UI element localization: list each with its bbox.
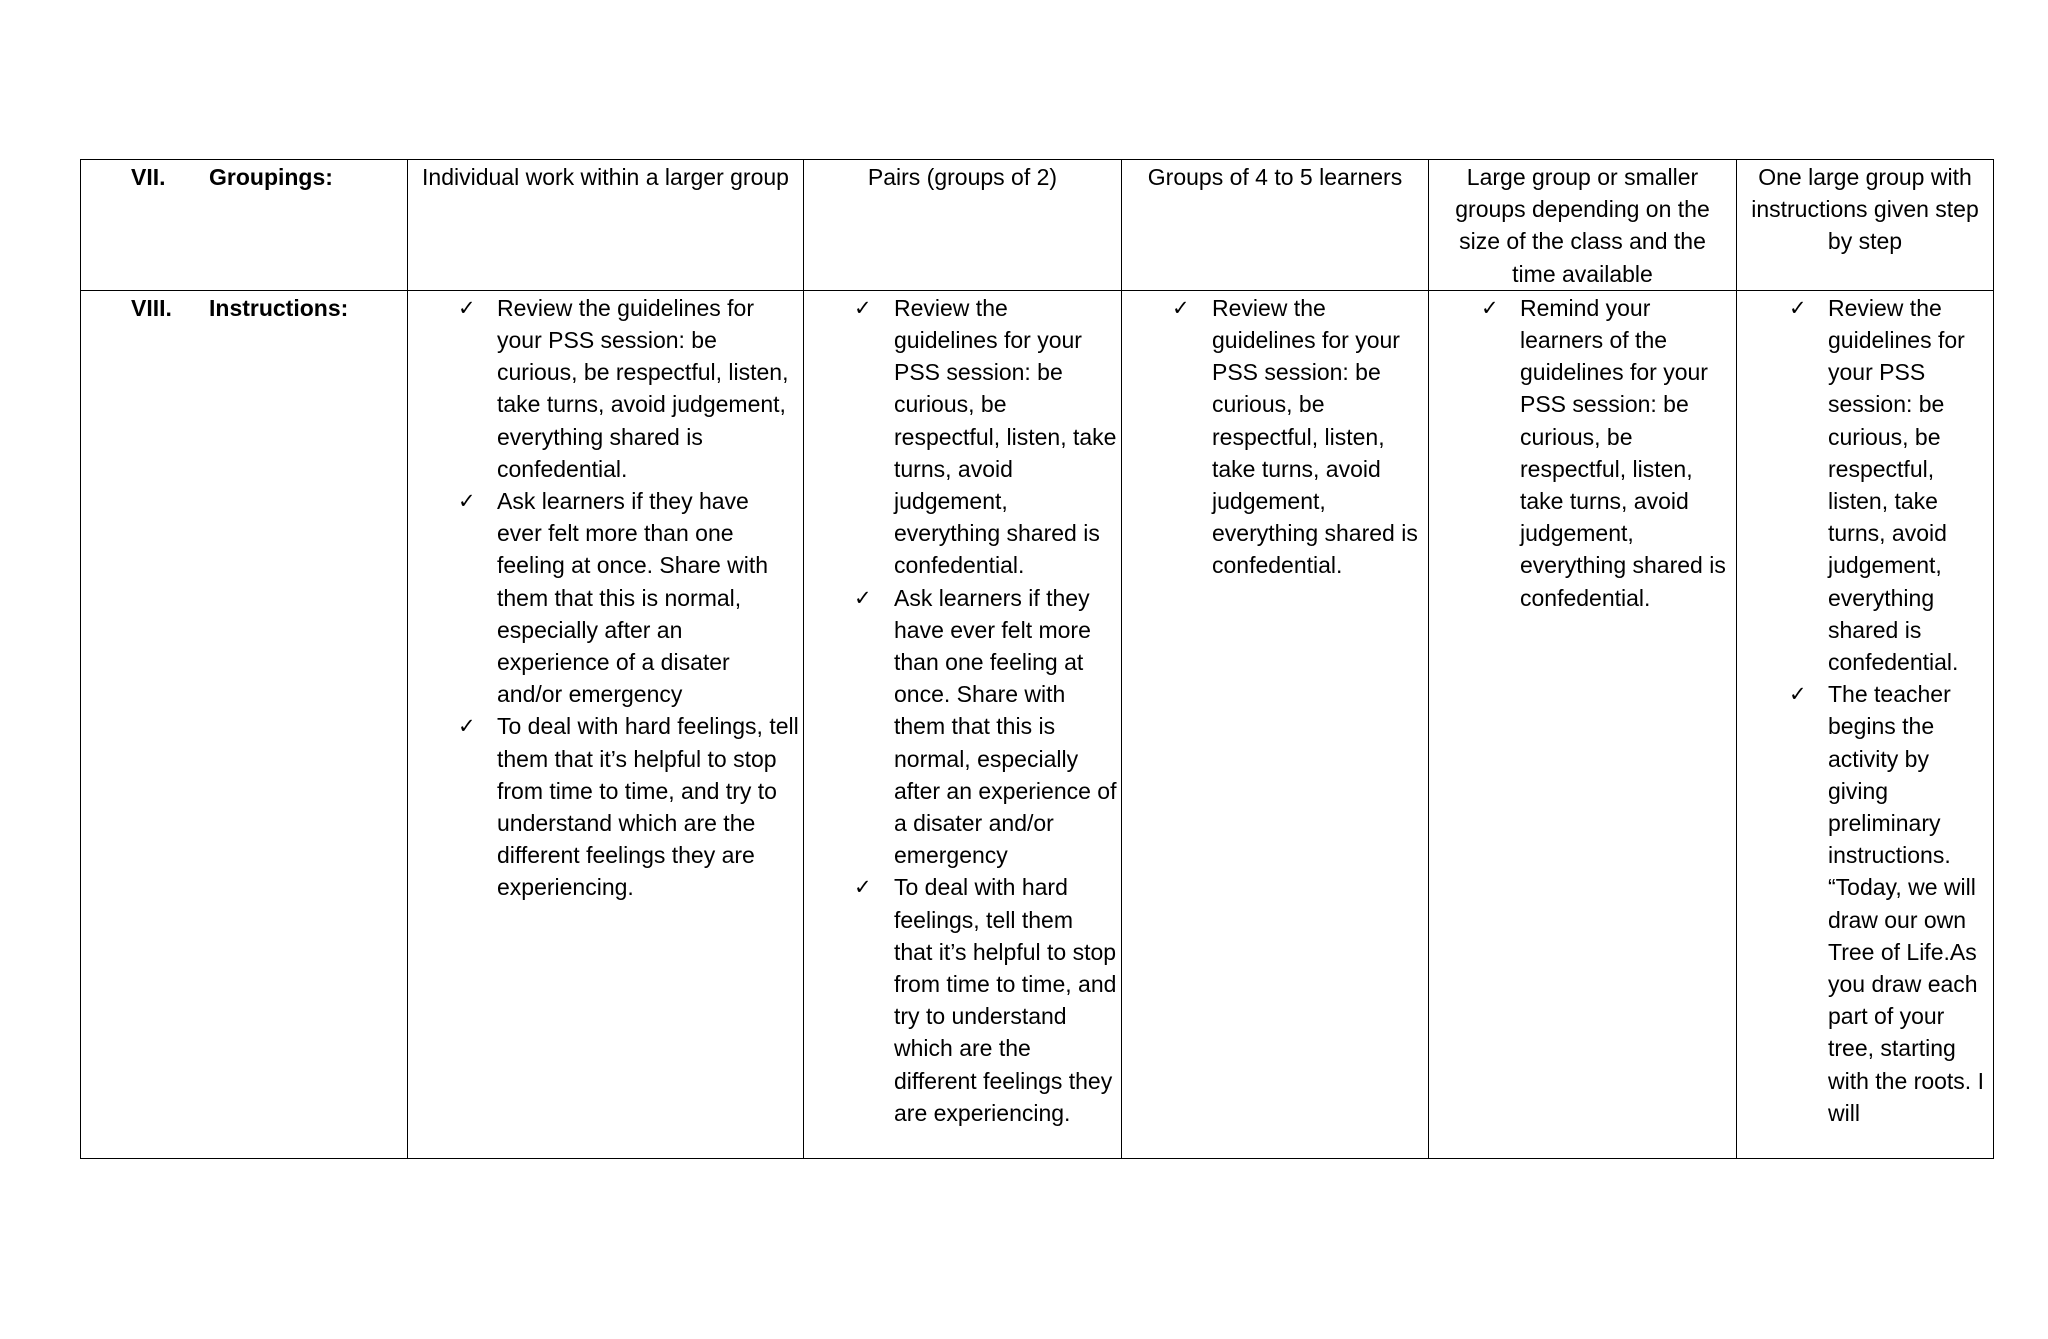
instruction-list <box>1737 292 1989 1129</box>
list-item <box>408 710 799 903</box>
checkmark-icon: ✓ <box>854 585 872 610</box>
list-item <box>804 582 1117 872</box>
instructions-cell <box>1737 290 1994 1158</box>
instruction-list <box>408 292 799 904</box>
instruction-text: Review the guidelines for your PSS session: be curious, be respectful, listen, take turns, avoid judgement, everything shared is confedential. <box>1828 294 1965 676</box>
table-row-groupings <box>81 160 1994 291</box>
checkmark-icon: ✓ <box>458 714 476 739</box>
instruction-text: Review the guidelines for your PSS session: be curious, be respectful, listen, take turns, avoid judgement, everything shared is confedential. <box>894 294 1117 579</box>
list-item <box>1122 292 1424 582</box>
checkmark-icon: ✓ <box>458 489 476 514</box>
section-label: Instructions: <box>209 294 349 321</box>
instruction-text: The teacher begins the activity by giving preliminary instructions. “Today, we will draw our own Tree of Life.As you draw each part of your tree, starting with the roots. I will <box>1828 681 1984 1126</box>
instruction-text: Ask learners if they have ever felt more than one feeling at once. Share with them that this is normal, especially after an experience of a disater and/or emergency <box>497 488 769 708</box>
section-number: VII. <box>131 164 166 190</box>
checkmark-icon: ✓ <box>1789 682 1807 707</box>
list-item <box>804 292 1117 582</box>
lesson-plan-table <box>80 159 1994 1159</box>
checkmark-icon: ✓ <box>1481 295 1499 320</box>
section-number: VIII. <box>131 294 172 321</box>
checkmark-icon: ✓ <box>854 295 872 320</box>
instructions-cell <box>1122 290 1429 1158</box>
list-item <box>408 292 799 485</box>
list-item <box>1737 292 1989 678</box>
grouping-cell: One large group with instructions given step by step <box>1737 160 1994 291</box>
checkmark-icon: ✓ <box>1789 295 1807 320</box>
instruction-text: Ask learners if they have ever felt more than one feeling at once. Share with them that this is normal, especially after an experience of a disater and/or emergency <box>894 584 1117 869</box>
grouping-cell: Groups of 4 to 5 learners <box>1122 160 1429 291</box>
checkmark-icon: ✓ <box>1172 295 1190 320</box>
list-item <box>1737 678 1989 1129</box>
instruction-text: To deal with hard feelings, tell them that it’s helpful to stop from time to time, and try to understand which are the different feelings they are experiencing. <box>497 713 799 901</box>
grouping-cell: Individual work within a larger group <box>408 160 804 291</box>
checkmark-icon: ✓ <box>854 875 872 900</box>
groupings-label-cell <box>81 160 408 291</box>
instruction-text: Remind your learners of the guidelines for your PSS session: be curious, be respectful, listen, take turns, avoid judgement, everything shared is confedential. <box>1520 294 1726 611</box>
instruction-text: Review the guidelines for your PSS session: be curious, be respectful, listen, take turns, avoid judgement, everything shared is confedential. <box>497 294 789 482</box>
checkmark-icon: ✓ <box>458 295 476 320</box>
instructions-label-cell <box>81 290 408 1158</box>
section-label: Groupings: <box>209 164 333 190</box>
instruction-text: To deal with hard feelings, tell them that it’s helpful to stop from time to time, and try to understand which are the different feelings they are experiencing. <box>894 874 1117 1126</box>
instruction-list <box>804 292 1117 1129</box>
list-item <box>804 871 1117 1129</box>
instruction-list <box>1429 292 1732 614</box>
grouping-cell: Large group or smaller groups depending on the size of the class and the time available <box>1429 160 1737 291</box>
instruction-list <box>1122 292 1424 582</box>
instructions-cell <box>804 290 1122 1158</box>
table-row-instructions <box>81 290 1994 1158</box>
instruction-text: Review the guidelines for your PSS session: be curious, be respectful, listen, take turns, avoid judgement, everything shared is confedential. <box>1212 294 1418 579</box>
list-item <box>408 485 799 710</box>
list-item <box>1429 292 1732 614</box>
instructions-cell <box>1429 290 1737 1158</box>
instructions-cell <box>408 290 804 1158</box>
grouping-cell: Pairs (groups of 2) <box>804 160 1122 291</box>
